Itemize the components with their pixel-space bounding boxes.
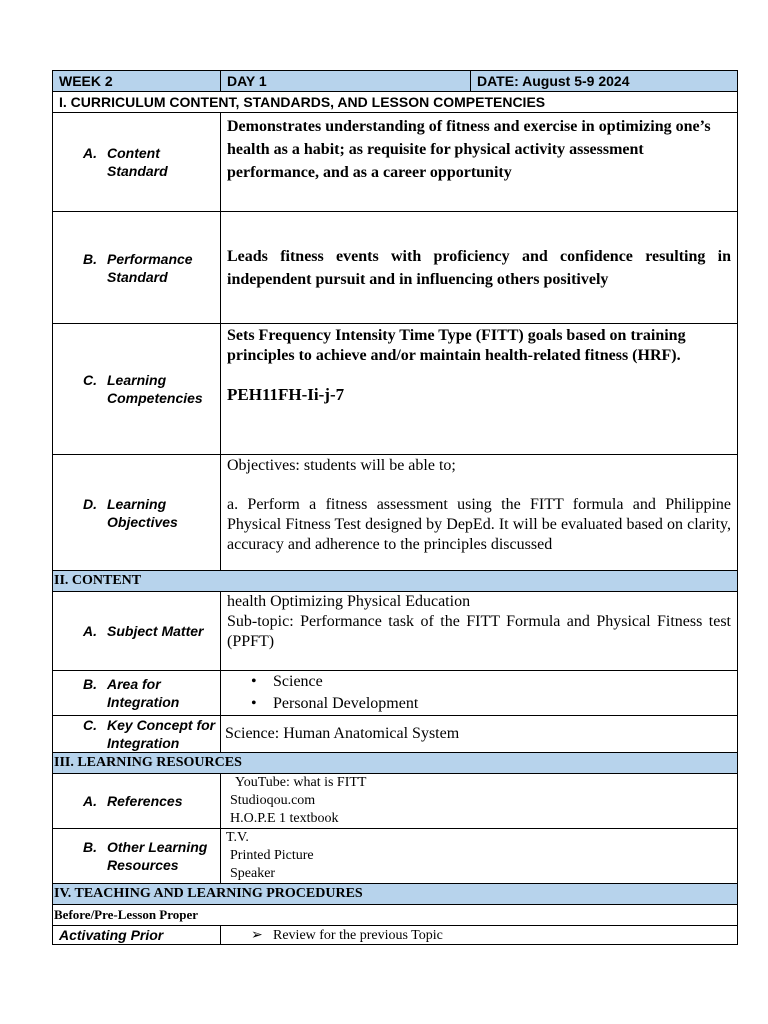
subject-matter-line-2: Sub-topic: Performance task of the FITT Formula and Physical Fitness test (PPFT) bbox=[227, 613, 731, 650]
integration-item-2: Personal Development bbox=[273, 695, 419, 712]
performance-standard-letter: B. bbox=[83, 250, 97, 267]
list-item bbox=[251, 671, 731, 693]
learning-objectives-row bbox=[53, 455, 738, 571]
learning-competencies-cell bbox=[221, 324, 738, 455]
content-standard-label bbox=[53, 113, 221, 212]
performance-standard-row bbox=[53, 212, 738, 324]
week-cell: WEEK 2 bbox=[53, 71, 221, 92]
section-1-heading-row bbox=[53, 92, 738, 113]
other-resource-item-2: Printed Picture bbox=[230, 848, 314, 863]
other-resource-item-3: Speaker bbox=[230, 866, 276, 881]
learning-competencies-text: Sets Frequency Intensity Time Type (FITT) goals based on training principles to achieve and/or maintain health-related fitness (HRF). bbox=[227, 327, 686, 364]
content-standard-label-text: Content Standard bbox=[107, 145, 168, 179]
other-resources-cell bbox=[221, 829, 738, 884]
date-cell: DATE: August 5-9 2024 bbox=[471, 71, 738, 92]
learning-competencies-label-text: Learning Competencies bbox=[107, 372, 203, 406]
activating-prior-label: Activating Prior bbox=[53, 926, 221, 945]
subject-matter-line-1: health Optimizing Physical Education bbox=[227, 593, 471, 610]
other-resources-letter: B. bbox=[83, 839, 97, 855]
area-integration-label bbox=[53, 671, 221, 716]
learning-competencies-row bbox=[53, 324, 738, 455]
section-2-title: II. CONTENT bbox=[53, 571, 738, 592]
lesson-plan-page bbox=[52, 70, 737, 945]
activating-prior-item: Review for the previous Topic bbox=[273, 927, 443, 943]
subject-matter-label bbox=[53, 592, 221, 671]
other-resource-item-1: T.V. bbox=[226, 830, 249, 845]
key-concept-row bbox=[53, 716, 738, 753]
learning-objectives-label bbox=[53, 455, 221, 571]
performance-standard-text: Leads fitness events with proficiency and confidence resulting in independent pursuit and in influencing others positively bbox=[221, 212, 738, 324]
area-integration-label-text: Area for Integration bbox=[107, 676, 180, 710]
area-integration-cell bbox=[221, 671, 738, 716]
content-standard-row bbox=[53, 113, 738, 212]
reference-item-3: H.O.P.E 1 textbook bbox=[230, 811, 339, 826]
performance-standard-label-text: Performance Standard bbox=[107, 250, 193, 285]
pre-lesson-subheading: Before/Pre-Lesson Proper bbox=[53, 905, 738, 926]
key-concept-letter: C. bbox=[83, 717, 97, 733]
section-3-heading-row bbox=[53, 753, 738, 774]
competency-code: PEH11FH-Ii-j-7 bbox=[227, 385, 345, 404]
reference-item-2: Studioqou.com bbox=[230, 793, 316, 808]
area-integration-letter: B. bbox=[83, 676, 97, 692]
section-3-title: III. LEARNING RESOURCES bbox=[53, 753, 738, 774]
references-cell bbox=[221, 774, 738, 829]
integration-item-1: Science bbox=[273, 673, 323, 690]
learning-objectives-letter: D. bbox=[83, 495, 97, 512]
section-4-heading-row bbox=[53, 884, 738, 905]
section-2-heading-row bbox=[53, 571, 738, 592]
reference-item-1: YouTube: what is FITT bbox=[235, 775, 367, 790]
key-concept-text: Science: Human Anatomical System bbox=[221, 716, 738, 753]
key-concept-label-text: Key Concept for Integration bbox=[107, 717, 216, 751]
learning-objectives-label-text: Learning Objectives bbox=[107, 495, 178, 530]
key-concept-label bbox=[53, 716, 221, 753]
subject-matter-letter: A. bbox=[83, 623, 97, 639]
learning-competencies-letter: C. bbox=[83, 372, 97, 388]
objective-item: a. Perform a fitness assessment using the FITT formula and Philippine Physical Fitness Test designed by DepEd. It will be evaluated based on clarity, accuracy and adherence to the principles discussed bbox=[227, 496, 731, 553]
pre-lesson-row bbox=[53, 905, 738, 926]
objectives-intro: Objectives: students will be able to; bbox=[227, 457, 456, 474]
subject-matter-cell bbox=[221, 592, 738, 671]
references-label-text: References bbox=[107, 793, 183, 809]
area-integration-row bbox=[53, 671, 738, 716]
header-row bbox=[53, 71, 738, 92]
section-4-title: IV. TEACHING AND LEARNING PROCEDURES bbox=[53, 884, 738, 905]
area-integration-list bbox=[227, 671, 731, 715]
content-standard-text: Demonstrates understanding of fitness and exercise in optimizing one’s health as a habit; as requisite for physical activity assessment performance, and as a career opportunity bbox=[221, 113, 738, 212]
arrow-bullet-icon: ➢ bbox=[251, 927, 263, 943]
references-letter: A. bbox=[83, 793, 97, 809]
subject-matter-row bbox=[53, 592, 738, 671]
other-resources-row bbox=[53, 829, 738, 884]
other-resources-label bbox=[53, 829, 221, 884]
section-1-title: I. CURRICULUM CONTENT, STANDARDS, AND LESSON COMPETENCIES bbox=[53, 92, 738, 113]
lesson-plan-table bbox=[52, 70, 738, 945]
references-row bbox=[53, 774, 738, 829]
activating-prior-row bbox=[53, 926, 738, 945]
bullet-icon: • bbox=[251, 673, 257, 690]
list-item bbox=[251, 693, 731, 715]
other-resources-label-text: Other Learning Resources bbox=[107, 839, 208, 873]
references-label bbox=[53, 774, 221, 829]
learning-objectives-cell bbox=[221, 455, 738, 571]
content-standard-letter: A. bbox=[83, 145, 97, 161]
bullet-icon: • bbox=[251, 695, 257, 712]
learning-competencies-label bbox=[53, 324, 221, 455]
day-cell: DAY 1 bbox=[221, 71, 471, 92]
performance-standard-label bbox=[53, 212, 221, 324]
activating-prior-cell bbox=[221, 926, 738, 945]
subject-matter-label-text: Subject Matter bbox=[107, 623, 204, 639]
